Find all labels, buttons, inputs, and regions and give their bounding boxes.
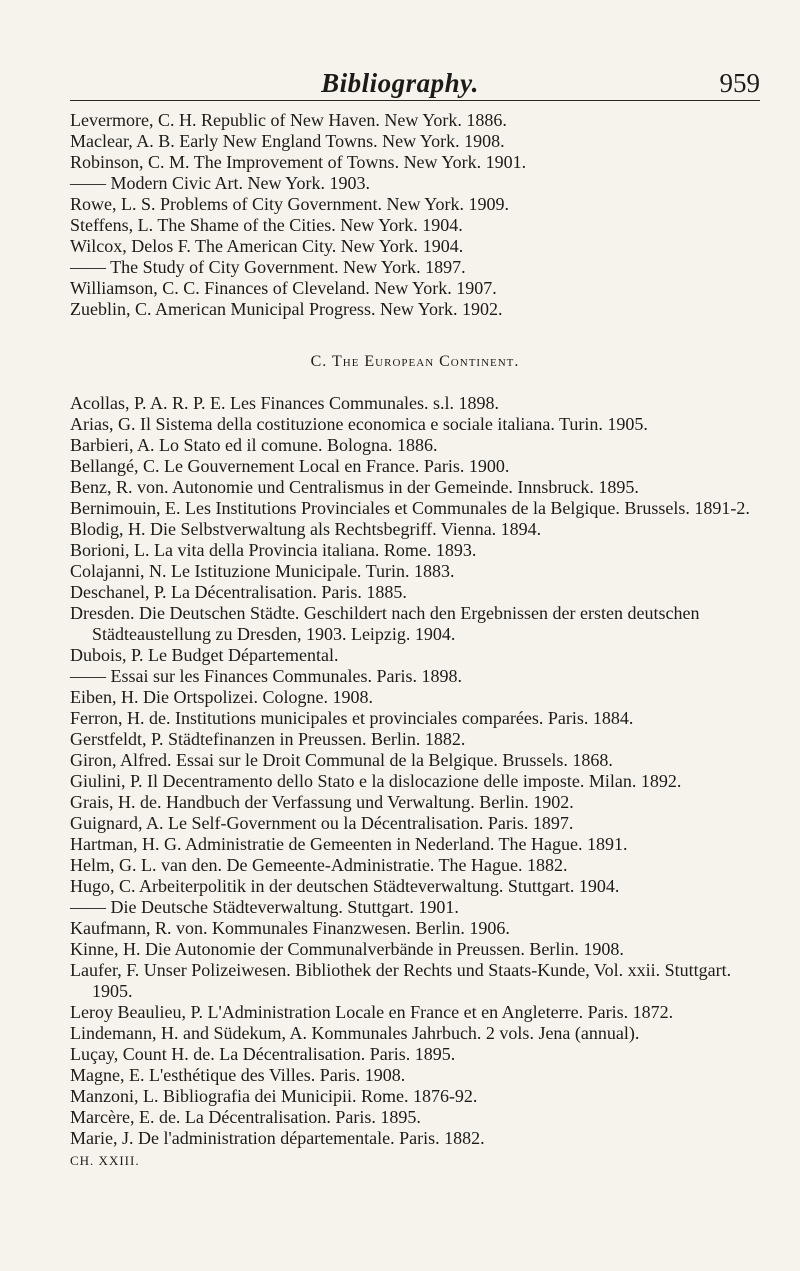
bib-entry: Barbieri, A. Lo Stato ed il comune. Bologna. 1886.	[70, 435, 438, 455]
bib-entry: Kaufmann, R. von. Kommunales Finanzwesen. Berlin. 1906.	[70, 918, 510, 938]
bib-entry: Manzoni, L. Bibliografia dei Municipii. Rome. 1876-92.	[70, 1086, 478, 1106]
european-list	[70, 393, 760, 1149]
bib-entry: Williamson, C. C. Finances of Cleveland. New York. 1907.	[70, 278, 497, 298]
bib-entry: —— Die Deutsche Städteverwaltung. Stuttgart. 1901.	[70, 897, 459, 917]
header-rule	[70, 100, 760, 101]
bib-entry: Borioni, L. La vita della Provincia italiana. Rome. 1893.	[70, 540, 477, 560]
signature-mark: CH. XXIII.	[70, 1153, 140, 1168]
bib-entry: Zueblin, C. American Municipal Progress. New York. 1902.	[70, 299, 503, 319]
bib-entry: —— The Study of City Government. New York. 1897.	[70, 257, 466, 277]
bib-entry: Magne, E. L'esthétique des Villes. Paris. 1908.	[70, 1065, 406, 1085]
bib-entry: Bellangé, C. Le Gouvernement Local en France. Paris. 1900.	[70, 456, 510, 476]
bib-entry: Acollas, P. A. R. P. E. Les Finances Communales. s.l. 1898.	[70, 393, 499, 413]
bib-entry: Colajanni, N. Le Istituzione Municipale. Turin. 1883.	[70, 561, 455, 581]
bib-entry: Hugo, C. Arbeiterpolitik in der deutschen Städteverwaltung. Stuttgart. 1904.	[70, 876, 620, 896]
bib-entry: Robinson, C. M. The Improvement of Towns. New York. 1901.	[70, 152, 527, 172]
american-list	[70, 110, 760, 320]
bib-entry: Levermore, C. H. Republic of New Haven. New York. 1886.	[70, 110, 507, 130]
bib-entry: Giron, Alfred. Essai sur le Droit Communal de la Belgique. Brussels. 1868.	[70, 750, 613, 770]
bib-entry: Luçay, Count H. de. La Décentralisation. Paris. 1895.	[70, 1044, 456, 1064]
bib-entry: Gerstfeldt, P. Städtefinanzen in Preussen. Berlin. 1882.	[70, 729, 466, 749]
page-header	[0, 0, 800, 110]
bibliography-body	[70, 110, 760, 1169]
page-number: 959	[719, 68, 760, 98]
bib-entry: Hartman, H. G. Administratie de Gemeenten in Nederland. The Hague. 1891.	[70, 834, 628, 854]
bib-entry: —— Modern Civic Art. New York. 1903.	[70, 173, 370, 193]
bib-entry: Steffens, L. The Shame of the Cities. New York. 1904.	[70, 215, 463, 235]
bib-entry: Eiben, H. Die Ortspolizei. Cologne. 1908.	[70, 687, 373, 707]
running-title: Bibliography.	[321, 68, 479, 98]
bib-entry: Marie, J. De l'administration départementale. Paris. 1882.	[70, 1128, 485, 1148]
bib-entry: Rowe, L. S. Problems of City Government. New York. 1909.	[70, 194, 509, 214]
bib-entry: Ferron, H. de. Institutions municipales et provinciales comparées. Paris. 1884.	[70, 708, 634, 728]
bib-entry: Leroy Beaulieu, P. L'Administration Locale en France et en Angleterre. Paris. 1872.	[70, 1002, 674, 1022]
bib-entry: Grais, H. de. Handbuch der Verfassung und Verwaltung. Berlin. 1902.	[70, 792, 574, 812]
bib-entry: Helm, G. L. van den. De Gemeente-Administratie. The Hague. 1882.	[70, 855, 568, 875]
bib-entry: Lindemann, H. and Südekum, A. Kommunales Jahrbuch. 2 vols. Jena (annual).	[70, 1023, 640, 1043]
bib-entry: Maclear, A. B. Early New England Towns. New York. 1908.	[70, 131, 505, 151]
bib-entry: Blodig, H. Die Selbstverwaltung als Rechtsbegriff. Vienna. 1894.	[70, 519, 542, 539]
bib-entry: Dresden. Die Deutschen Städte. Geschildert nach den Ergebnissen der ersten deutschen Städteaustellung zu Dresden, 1903. Leipzig. 1904.	[70, 603, 704, 644]
bib-entry: Wilcox, Delos F. The American City. New York. 1904.	[70, 236, 464, 256]
bib-entry: Marcère, E. de. La Décentralisation. Paris. 1895.	[70, 1107, 421, 1127]
bib-entry: Laufer, F. Unser Polizeiwesen. Bibliothek der Rechts und Staats-Kunde, Vol. xxii. Stuttgart. 1905.	[70, 960, 736, 1001]
bib-entry: Arias, G. Il Sistema della costituzione economica e sociale italiana. Turin. 1905.	[70, 414, 648, 434]
bib-entry: —— Essai sur les Finances Communales. Paris. 1898.	[70, 666, 462, 686]
section-heading: C. The European Continent.	[310, 353, 520, 370]
bib-entry: Deschanel, P. La Décentralisation. Paris. 1885.	[70, 582, 407, 602]
bib-entry: Dubois, P. Le Budget Départemental.	[70, 645, 339, 665]
bib-entry: Kinne, H. Die Autonomie der Communalverbände in Preussen. Berlin. 1908.	[70, 939, 624, 959]
bib-entry: Bernimouin, E. Les Institutions Provinciales et Communales de la Belgique. Brussels. 1891-2.	[70, 498, 750, 518]
bib-entry: Giulini, P. Il Decentramento dello Stato e la dislocazione delle imposte. Milan. 1892.	[70, 771, 682, 791]
bib-entry: Benz, R. von. Autonomie und Centralismus in der Gemeinde. Innsbruck. 1895.	[70, 477, 639, 497]
bib-entry: Guignard, A. Le Self-Government ou la Décentralisation. Paris. 1897.	[70, 813, 574, 833]
